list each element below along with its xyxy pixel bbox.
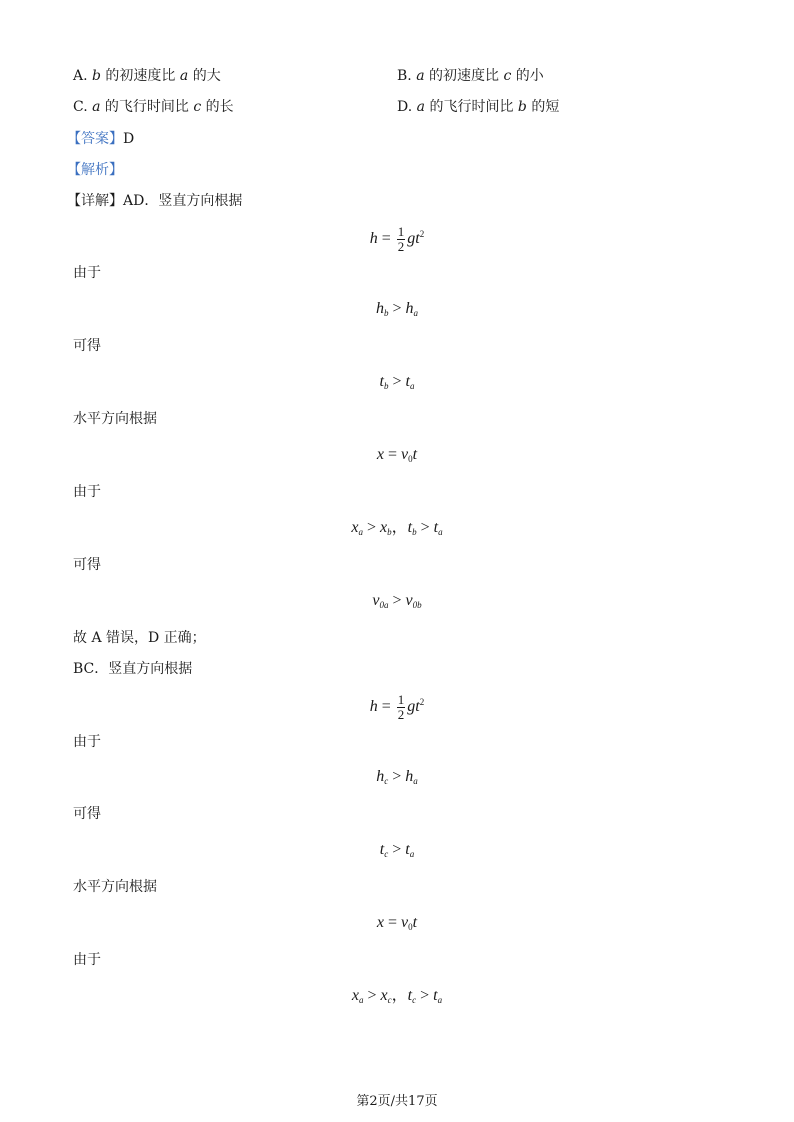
option-b: B. a 的初速度比 c 的小 [397, 68, 544, 84]
answer-line [67, 130, 134, 148]
formula-tb-gt-ta: $t_b > t_a$ [379, 373, 415, 391]
formula-hb-gt-ha: $h_b > h_a$ [375, 300, 419, 318]
hence-label-2: 可得 [73, 557, 101, 573]
bc-line: BC．竖直方向根据 [73, 661, 193, 677]
analysis-tag: 【解析】 [67, 162, 123, 178]
formula-xa-gt-xc: $x_a > x_c$，$t_c > t_a$ [351, 987, 443, 1005]
formula-free-fall-2: h = $\frac{1}{2}$ $gt^2$ [369, 691, 425, 722]
since-label-1: 由于 [73, 265, 101, 281]
formula-x-v0t-1: $x = v_0t$ [376, 446, 418, 464]
formula-xa-gt-xb: $x_a > x_b$，$t_b > t_a$ [351, 519, 443, 537]
formula-v0a-gt-v0b: $v_{0a} > v_{0b}$ [372, 592, 422, 610]
page-number: 第2页/共17页 [356, 1094, 438, 1109]
hence-label-1: 可得 [73, 338, 101, 354]
formula-free-fall-1: h = $\frac{1}{2}$ $gt^2$ [369, 223, 425, 254]
option-c: C. a 的飞行时间比 c 的长 [73, 99, 234, 115]
detail-line: 【详解】AD．竖直方向根据 [67, 193, 243, 209]
answer-tag: 【答案】 [67, 131, 123, 147]
horizontal-label-2: 水平方向根据 [73, 879, 157, 895]
option-a: A. b 的初速度比 a 的大 [73, 68, 221, 84]
conclusion-line: 故 A 错误，D 正确； [73, 630, 206, 646]
formula-tc-gt-ta: $t_c > t_a$ [379, 841, 415, 859]
horizontal-label-1: 水平方向根据 [73, 411, 157, 427]
answer-value: D [123, 131, 135, 147]
since-label-4: 由于 [73, 952, 101, 968]
since-label-2: 由于 [73, 484, 101, 500]
formula-hc-gt-ha: $h_c > h_a$ [376, 768, 418, 786]
option-d: D. a 的飞行时间比 b 的短 [397, 99, 560, 115]
since-label-3: 由于 [73, 734, 101, 750]
hence-label-3: 可得 [73, 806, 101, 822]
formula-x-v0t-2: $x = v_0t$ [376, 914, 418, 932]
